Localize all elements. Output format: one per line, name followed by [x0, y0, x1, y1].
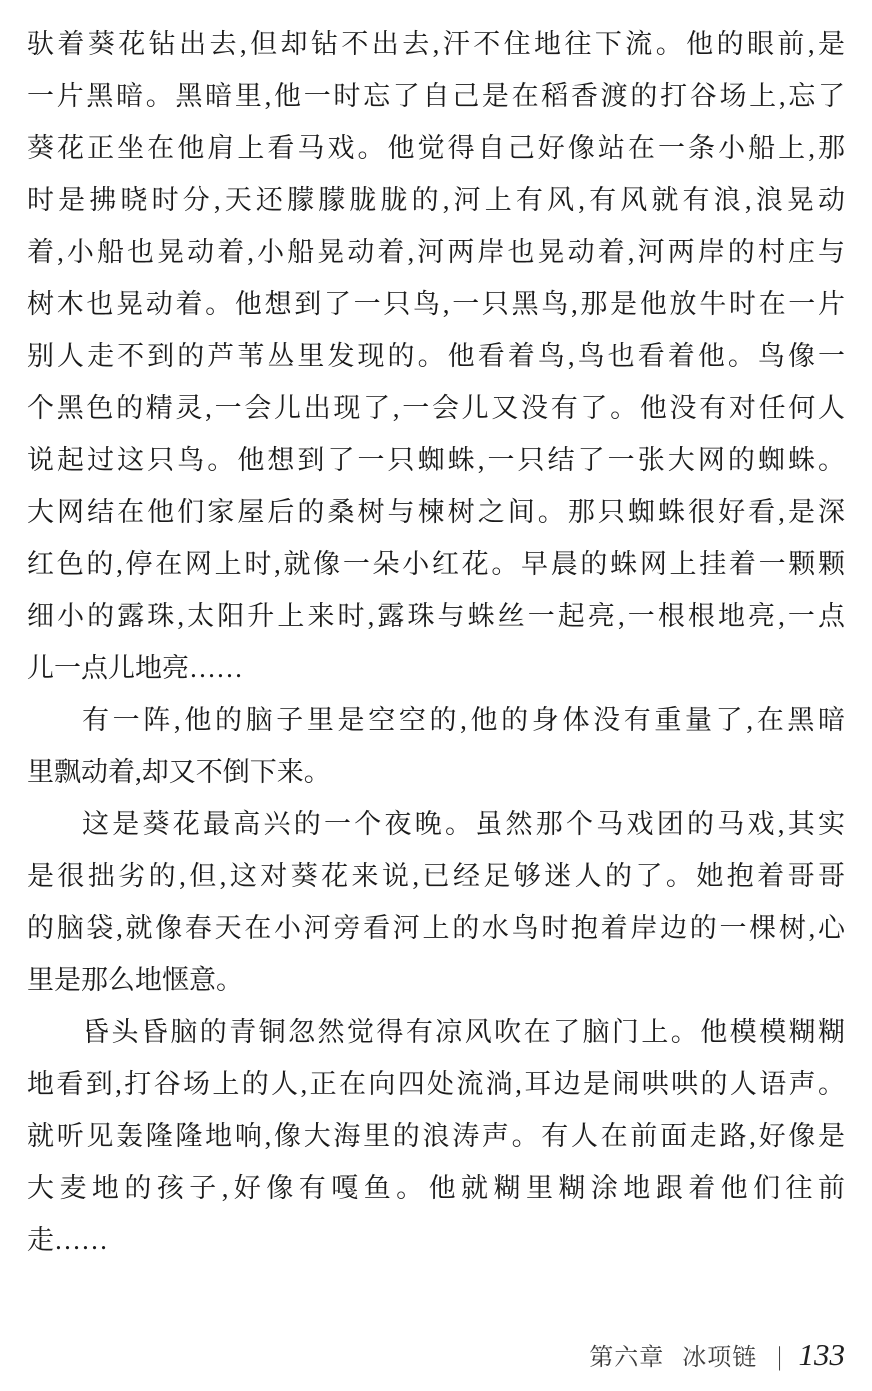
- text-line: 葵花正坐在他肩上看马戏。他觉得自己好像站在一条小船上,那: [27, 133, 845, 163]
- text-line: 昏头昏脑的青铜忽然觉得有凉风吹在了脑门上。他模模糊糊: [82, 1017, 845, 1047]
- page-footer: [589, 1337, 845, 1373]
- text-line: 就听见轰隆隆地响,像大海里的浪涛声。有人在前面走路,好像是: [27, 1121, 845, 1151]
- text-line: 红色的,停在网上时,就像一朵小红花。早晨的蛛网上挂着一颗颗: [27, 549, 845, 579]
- footer-separator: |: [778, 1342, 782, 1371]
- text-line: 一片黑暗。黑暗里,他一时忘了自己是在稻香渡的打谷场上,忘了: [27, 81, 845, 111]
- text-line: 树木也晃动着。他想到了一只鸟,一只黑鸟,那是他放牛时在一片: [27, 289, 845, 319]
- text-line: 着,小船也晃动着,小船晃动着,河两岸也晃动着,河两岸的村庄与: [27, 237, 845, 267]
- text-line: 细小的露珠,太阳升上来时,露珠与蛛丝一起亮,一根根地亮,一点: [27, 601, 845, 631]
- text-line: 是很拙劣的,但,这对葵花来说,已经足够迷人的了。她抱着哥哥: [27, 861, 845, 891]
- text-line: 地看到,打谷场上的人,正在向四处流淌,耳边是闹哄哄的人语声。: [27, 1069, 845, 1099]
- text-line: 走……: [27, 1225, 108, 1255]
- text-line: 时是拂晓时分,天还朦朦胧胧的,河上有风,有风就有浪,浪晃动: [27, 185, 845, 215]
- text-line: 里飘动着,却又不倒下来。: [27, 757, 331, 787]
- text-line: 别人走不到的芦苇丛里发现的。他看着鸟,鸟也看着他。鸟像一: [27, 341, 845, 371]
- text-line: 里是那么地惬意。: [27, 965, 243, 995]
- text-line: 大麦地的孩子,好像有嘎鱼。他就糊里糊涂地跟着他们往前: [27, 1173, 845, 1203]
- page-number: 133: [798, 1337, 845, 1372]
- text-line: 这是葵花最高兴的一个夜晚。虽然那个马戏团的马戏,其实: [82, 809, 845, 839]
- chapter-number: 第六章: [589, 1345, 665, 1371]
- text-line: 儿一点儿地亮……: [27, 653, 243, 683]
- text-line: 的脑袋,就像春天在小河旁看河上的水鸟时抱着岸边的一棵树,心: [27, 913, 845, 943]
- text-body: [27, 18, 845, 1266]
- chapter-title: 冰项链: [682, 1345, 758, 1371]
- text-line: 说起过这只鸟。他想到了一只蜘蛛,一只结了一张大网的蜘蛛。: [27, 445, 845, 475]
- text-line: 有一阵,他的脑子里是空空的,他的身体没有重量了,在黑暗: [82, 705, 845, 735]
- text-line: 个黑色的精灵,一会儿出现了,一会儿又没有了。他没有对任何人: [27, 393, 845, 423]
- text-line: 驮着葵花钻出去,但却钻不出去,汗不住地往下流。他的眼前,是: [27, 29, 845, 59]
- text-line: 大网结在他们家屋后的桑树与楝树之间。那只蜘蛛很好看,是深: [27, 497, 845, 527]
